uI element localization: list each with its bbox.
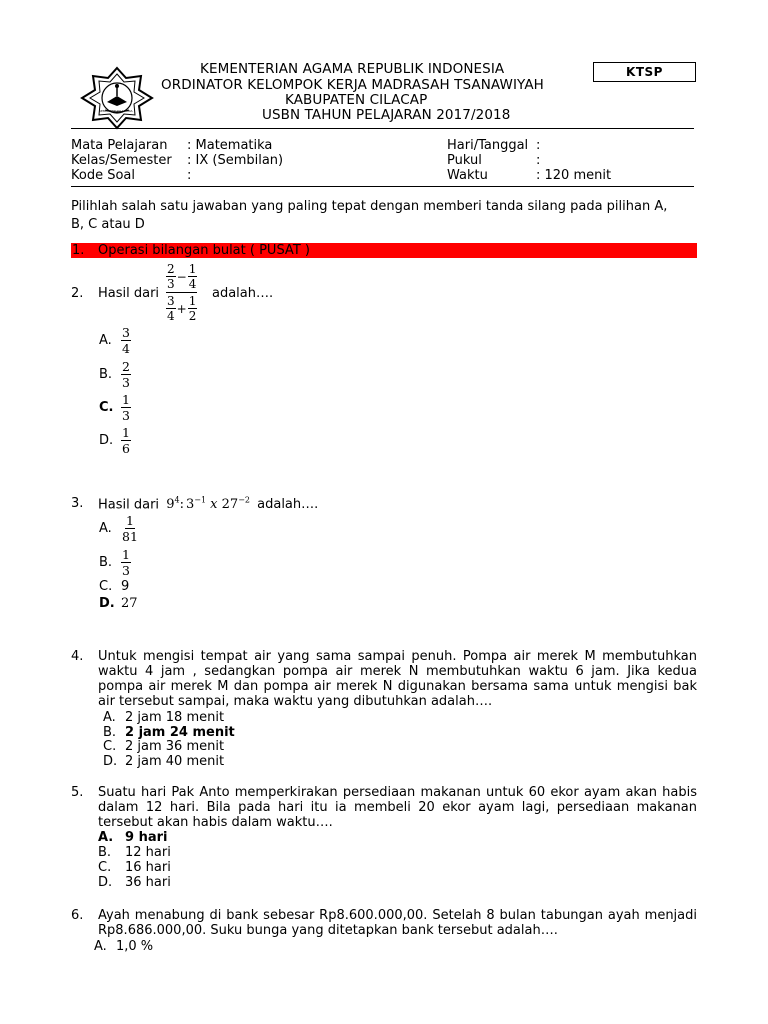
q2-f3-num: 3	[167, 294, 175, 308]
q3-option-b-letter: B.	[99, 555, 113, 570]
header-line1: KEMENTERIAN AGAMA REPUBLIK INDONESIA	[200, 61, 505, 77]
q5-option-d[interactable]	[98, 875, 171, 890]
info-hari-value: :	[536, 138, 541, 153]
info-kode-label: Kode Soal	[71, 168, 135, 183]
q2-option-c-den: 3	[122, 408, 130, 423]
q3-times: x	[210, 497, 218, 513]
q3-option-a-letter: A.	[99, 521, 112, 536]
ktsp-badge-label: KTSP	[626, 65, 663, 79]
logo	[79, 66, 155, 130]
ktsp-badge	[593, 62, 696, 82]
q2-minus: −	[176, 269, 187, 284]
info-mapel-value: : Matematika	[187, 138, 273, 153]
q4-option-c[interactable]	[103, 739, 224, 754]
q4-option-d-text: 2 jam 40 menit	[125, 754, 225, 769]
q2-f2-den: 4	[188, 277, 197, 291]
info-divider	[71, 186, 694, 187]
q2-option-c-letter: C.	[99, 400, 114, 415]
q5-option-c-text: 16 hari	[125, 860, 171, 875]
info-pukul-value: :	[536, 153, 541, 168]
q3-base-9: 9	[166, 497, 175, 513]
q4-option-b[interactable]	[103, 725, 235, 740]
q3-exp-1: 4	[174, 496, 180, 505]
q4-option-a-letter: A.	[103, 710, 116, 725]
q2-option-c-num: 1	[122, 392, 130, 407]
q2-option-c[interactable]	[99, 393, 131, 422]
question-6-text: Ayah menabung di bank sebesar Rp8.600.000,00. Setelah 8 bulan tabungan ayah menjadi Rp8.686.000,00. Suku bunga yang ditetapkan bank tersebut adalah….	[98, 908, 697, 938]
q3-option-b[interactable]	[99, 548, 131, 577]
q5-option-a[interactable]	[98, 830, 167, 845]
q2-f3-den: 4	[167, 309, 175, 323]
question-3-expression	[166, 497, 254, 512]
q5-option-d-letter: D.	[98, 875, 113, 890]
q2-option-d-num: 1	[122, 425, 130, 440]
question-2-pre: Hasil dari	[98, 286, 160, 301]
question-2-number: 2.	[71, 286, 84, 301]
info-waktu-value: : 120 menit	[536, 168, 612, 183]
q2-option-b-letter: B.	[99, 367, 113, 382]
q3-option-d-letter: D.	[99, 596, 115, 611]
q5-option-b[interactable]	[98, 845, 171, 860]
info-mapel-label: Mata Pelajaran	[71, 138, 168, 153]
q2-f4-num: 1	[188, 294, 197, 308]
q2-option-b-den: 3	[122, 375, 130, 390]
q3-option-c-letter: C.	[99, 579, 113, 594]
q4-option-c-letter: C.	[103, 739, 117, 754]
instruction-line1: Pilihlah salah satu jawaban yang paling tepat dengan memberi tanda silang pada pilihan A,	[71, 199, 668, 214]
q5-option-c-letter: C.	[98, 860, 112, 875]
q2-f4-den: 2	[188, 309, 197, 323]
question-6-number: 6.	[71, 908, 84, 923]
q4-option-a[interactable]	[103, 710, 224, 725]
q2-option-a[interactable]	[99, 326, 131, 355]
q3-option-b-num: 1	[122, 547, 130, 562]
question-1-number: 1.	[72, 243, 85, 258]
q4-option-c-text: 2 jam 36 menit	[125, 739, 225, 754]
q5-option-a-letter: A.	[98, 830, 114, 845]
header-line2: ORDINATOR KELOMPOK KERJA MADRASAH TSANAWIYAH	[161, 77, 544, 93]
info-kelas-value: : IX (Sembilan)	[187, 153, 284, 168]
question-4-text: Untuk mengisi tempat air yang sama sampai penuh. Pompa air merek M membutuhkan waktu 4 jam , sedangkan pompa air merek N membutuhkan waktu 6 jam. Jika kedua pompa air merek M dan pompa air merek N digunakan bersama sama untuk mengisi bak air tersebut sampai, maka waktu yang dibutuhkan adalah….	[98, 649, 697, 709]
q2-plus: +	[176, 301, 187, 316]
instruction-line2: B, C atau D	[71, 217, 145, 232]
question-3-line	[98, 496, 318, 512]
q3-option-b-den: 3	[122, 563, 130, 578]
question-2-complex-fraction	[166, 262, 197, 322]
q3-option-d[interactable]	[99, 596, 138, 611]
q3-exp-3: −2	[238, 496, 250, 505]
info-waktu-label: Waktu	[447, 168, 488, 183]
info-kelas-label: Kelas/Semester	[71, 153, 172, 168]
q2-option-d[interactable]	[99, 426, 131, 455]
question-3-number: 3.	[71, 496, 84, 511]
q2-option-a-letter: A.	[99, 333, 112, 348]
q3-option-c-text: 9	[121, 579, 130, 594]
q3-option-d-text: 27	[121, 596, 138, 611]
info-pukul-label: Pukul	[447, 153, 482, 168]
q2-option-d-letter: D.	[99, 433, 114, 448]
question-5-text: Suatu hari Pak Anto memperkirakan persediaan makanan untuk 60 ekor ayam akan habis dalam 12 hari. Bila pada hari itu ia membeli 20 ekor ayam lagi, persediaan makanan tersebut akan habis dalam waktu….	[98, 785, 697, 830]
q3-option-a-num: 1	[125, 513, 134, 528]
info-hari-label: Hari/Tanggal	[447, 138, 529, 153]
q3-colon: :	[179, 497, 184, 513]
q3-base-3: 3	[185, 497, 195, 513]
q2-option-b[interactable]	[99, 360, 131, 389]
q5-option-b-letter: B.	[98, 845, 112, 860]
q3-option-a[interactable]	[99, 514, 139, 543]
header-line3: KABUPATEN CILACAP	[285, 92, 428, 108]
q4-option-d-letter: D.	[103, 754, 118, 769]
q2-option-a-den: 4	[122, 341, 130, 356]
info-kode-value: :	[187, 168, 192, 183]
q2-f2-num: 1	[188, 262, 197, 276]
question-3-post: adalah….	[257, 497, 319, 513]
q6-option-a-letter: A.	[94, 939, 107, 954]
q5-option-d-text: 36 hari	[125, 875, 171, 890]
question-4-number: 4.	[71, 649, 84, 664]
question-3-pre: Hasil dari	[98, 497, 160, 513]
q2-f1-den: 3	[167, 277, 175, 291]
q4-option-d[interactable]	[103, 754, 224, 769]
q2-option-b-num: 2	[122, 359, 130, 374]
q2-option-a-num: 3	[122, 325, 130, 340]
q6-option-a[interactable]	[94, 939, 153, 954]
question-2-post: adalah….	[212, 286, 274, 301]
q4-option-b-letter: B.	[103, 725, 117, 740]
q2-f1-num: 2	[167, 262, 175, 276]
q6-option-a-text: 1,0 %	[116, 939, 154, 954]
q3-option-c[interactable]	[99, 579, 129, 594]
q3-option-a-den: 81	[122, 529, 138, 544]
q3-exp-2: −1	[194, 496, 207, 505]
question-1-text: Operasi bilangan bulat ( PUSAT )	[98, 243, 310, 258]
q4-option-b-text: 2 jam 24 menit	[125, 725, 235, 740]
logo-text: KEMENTERIAN AGAMA	[99, 109, 133, 113]
question-5-number: 5.	[71, 785, 84, 800]
q5-option-c[interactable]	[98, 860, 171, 875]
logo-underline	[71, 128, 694, 129]
header-line4: USBN TAHUN PELAJARAN 2017/2018	[262, 107, 511, 123]
q5-option-b-text: 12 hari	[125, 845, 171, 860]
q2-option-d-den: 6	[122, 441, 130, 456]
q4-option-a-text: 2 jam 18 menit	[125, 710, 225, 725]
q3-base-27: 27	[221, 497, 239, 513]
q5-option-a-text: 9 hari	[125, 830, 168, 845]
